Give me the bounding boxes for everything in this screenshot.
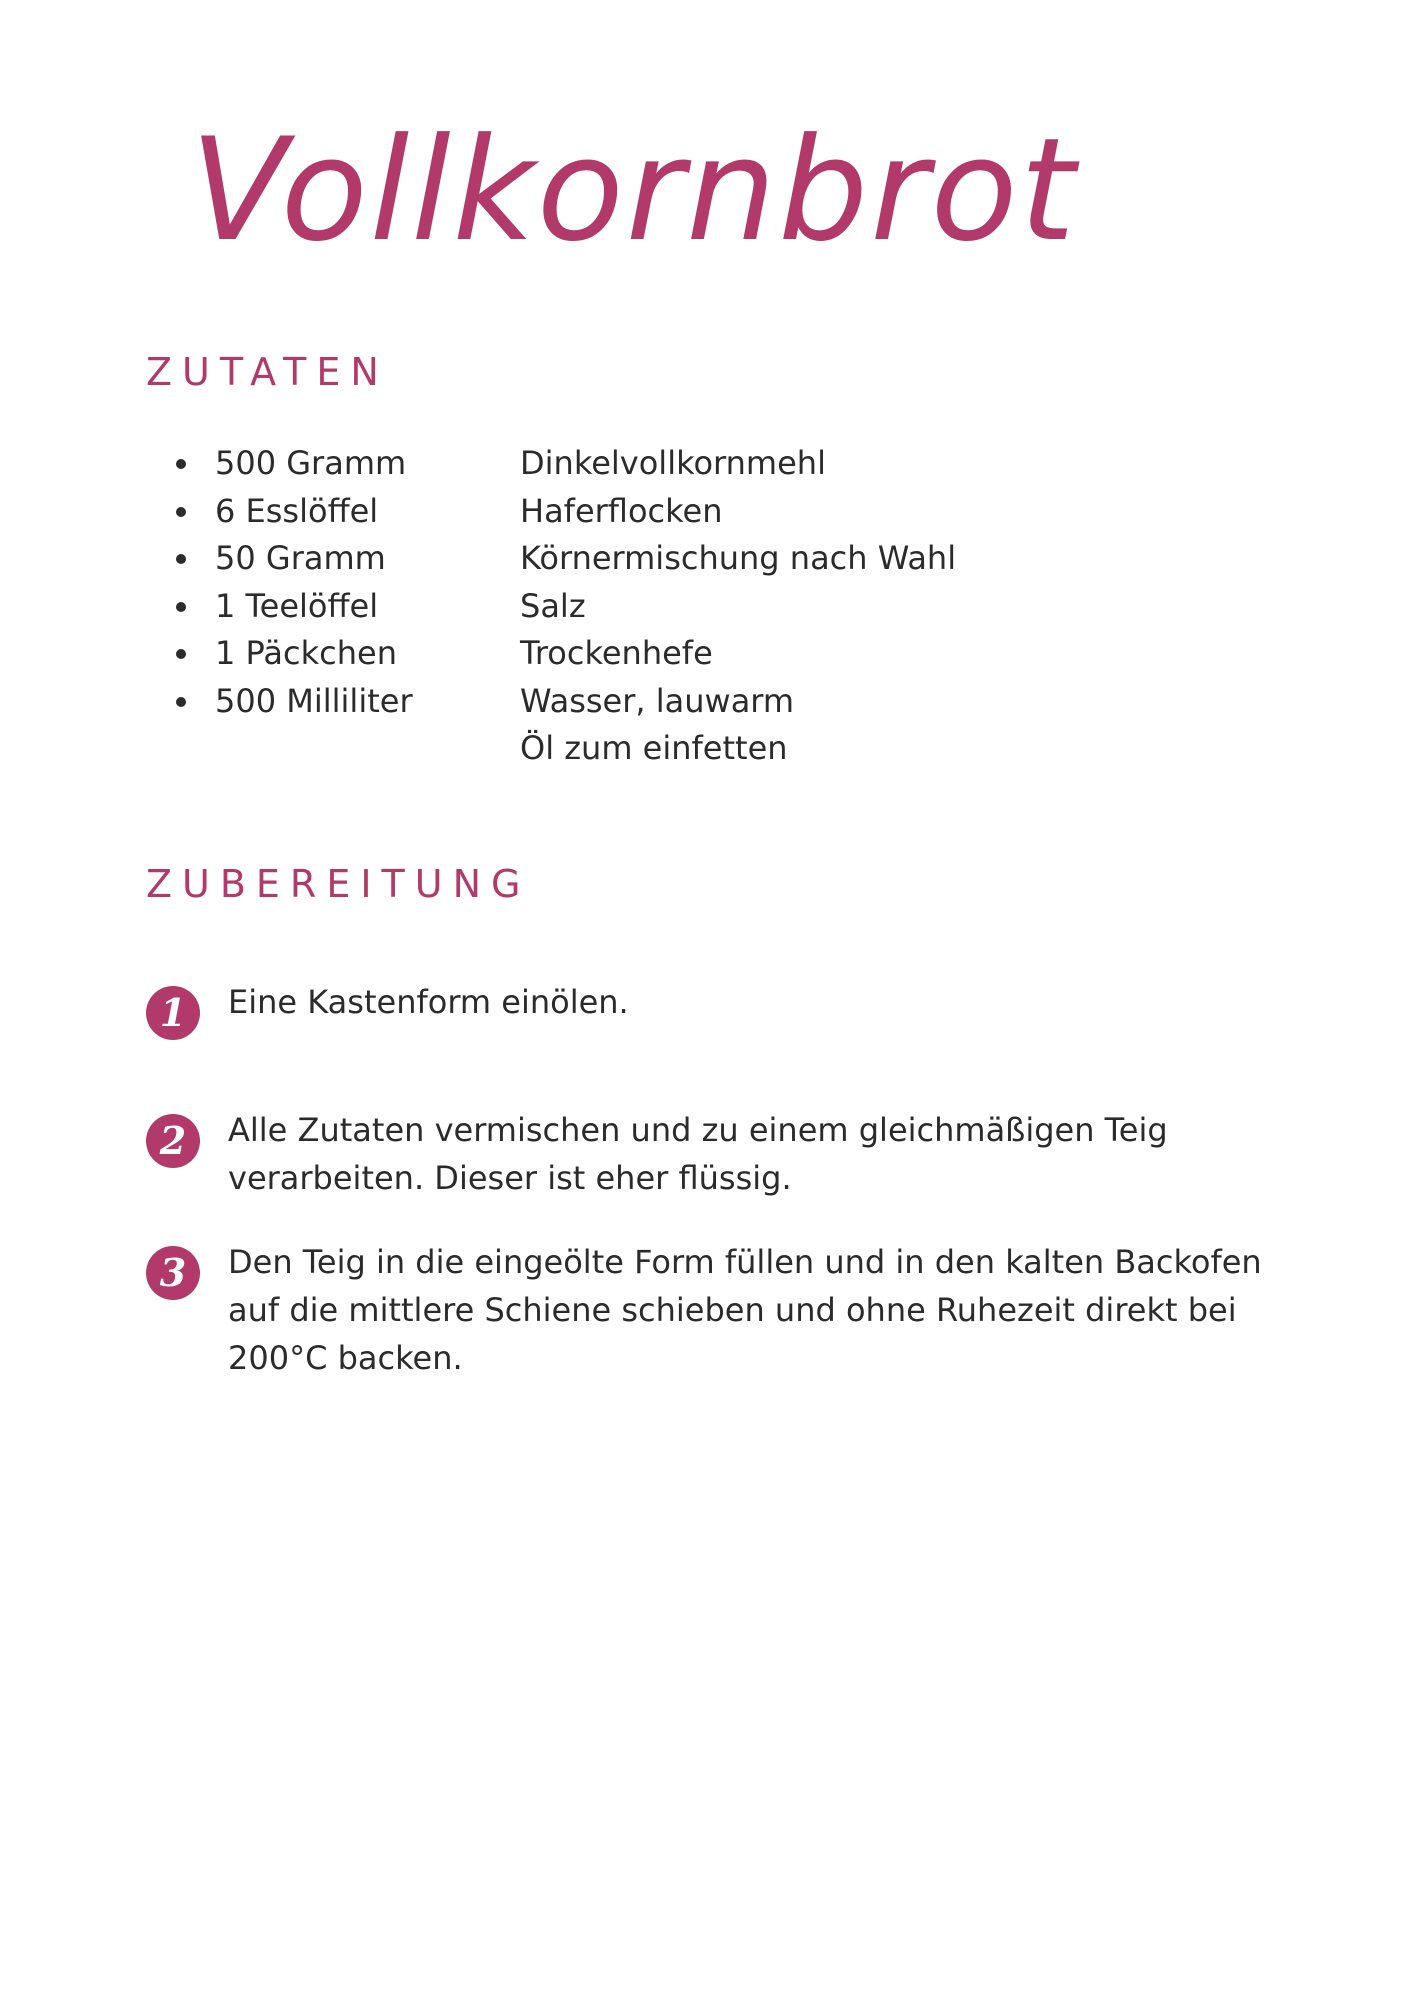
ingredient-amount: 1 Teelöffel <box>215 586 379 625</box>
ingredient-name: Dinkelvollkornmehl <box>520 444 826 482</box>
ingredient-row <box>170 725 1070 773</box>
ingredient-name: Haferflocken <box>520 491 723 530</box>
ingredient-name: Trockenhefe <box>520 634 713 672</box>
step-number-badge-icon: 3 <box>146 1246 200 1300</box>
bullet-icon <box>176 488 186 536</box>
ingredient-amount: 50 Gramm <box>215 539 386 577</box>
ingredient-amount: 1 Päckchen <box>215 634 397 672</box>
ingredient-name: Körnermischung nach Wahl <box>520 539 957 577</box>
ingredients-heading: ZUTATEN <box>146 350 389 394</box>
ingredient-row <box>170 583 1070 631</box>
bullet-icon <box>176 535 186 583</box>
bullet-icon <box>176 440 186 488</box>
ingredient-row <box>170 440 1070 488</box>
ingredients-list <box>170 440 1070 773</box>
ingredient-row <box>170 535 1070 583</box>
ingredient-amount: 500 Milliliter <box>215 681 413 720</box>
ingredient-name: Wasser, lauwarm <box>520 681 795 720</box>
ingredient-row <box>170 630 1070 678</box>
ingredient-amount: 500 Gramm <box>215 444 407 482</box>
ingredient-name: Salz <box>520 586 586 625</box>
ingredient-name: Öl zum einfetten <box>520 729 788 767</box>
step-text: Alle Zutaten vermischen und zu einem gleichmäßigen Teig verarbeiten. Dieser ist eher flüssig. <box>228 1111 1168 1197</box>
ingredient-amount: 6 Esslöffel <box>215 491 379 530</box>
bullet-icon <box>176 630 186 678</box>
bullet-icon <box>176 583 186 631</box>
preparation-heading: ZUBEREITUNG <box>146 862 531 906</box>
step-number-badge-icon: 1 <box>146 986 200 1040</box>
ingredient-row <box>170 678 1070 726</box>
recipe-title: Vollkornbrot <box>190 108 1078 273</box>
step-number-badge-icon: 2 <box>146 1114 200 1168</box>
step-text: Den Teig in die eingeölte Form füllen und in den kalten Backofen auf die mittlere Schiene schieben und ohne Ruhezeit direkt bei 200°C backen. <box>228 1243 1262 1377</box>
step-text: Eine Kastenform einölen. <box>228 983 629 1021</box>
ingredient-row <box>170 488 1070 536</box>
bullet-icon <box>176 678 186 726</box>
